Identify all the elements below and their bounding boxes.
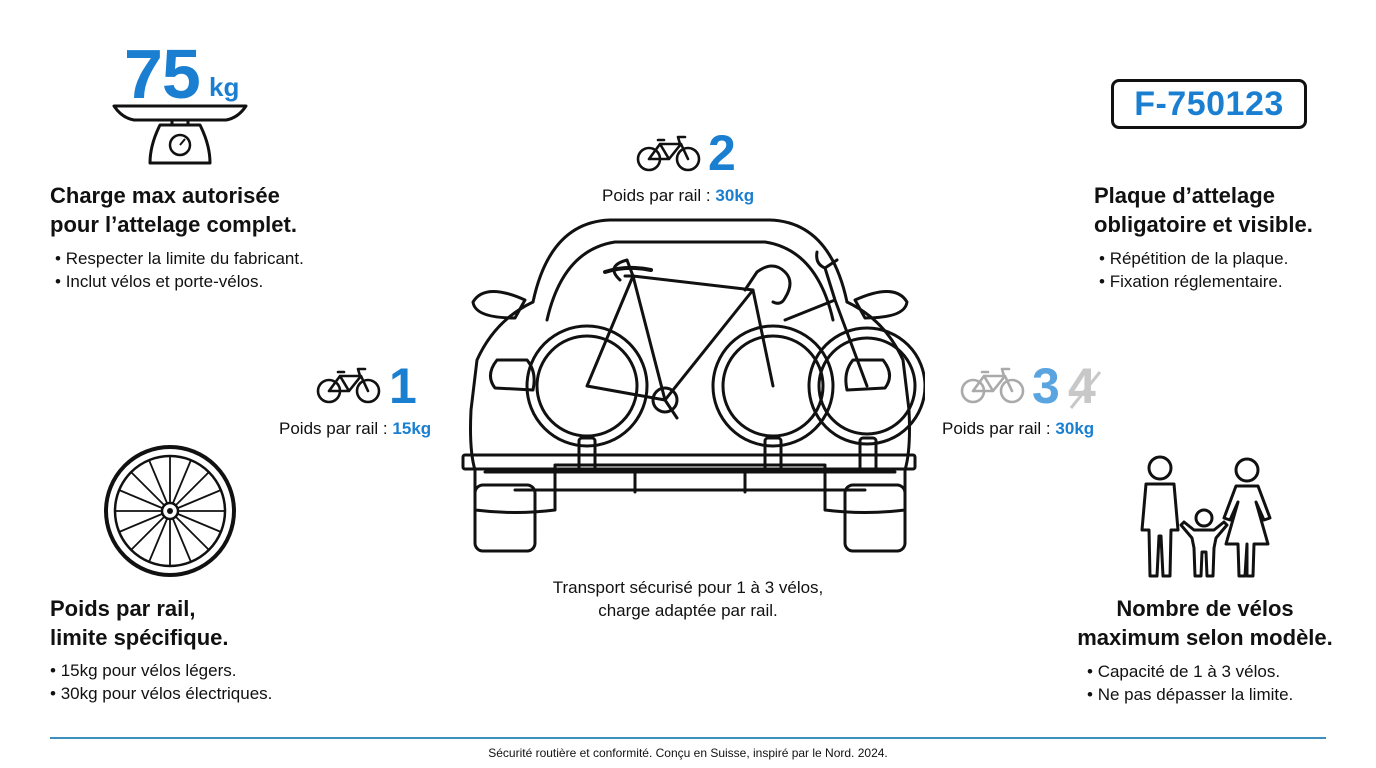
center-caption (488, 576, 888, 622)
weight-heading (50, 181, 297, 239)
rail-bullets (50, 659, 272, 705)
rail-2-weight: 30kg (715, 186, 755, 205)
rail-heading (50, 594, 229, 652)
footer-divider (50, 737, 1326, 739)
list-item: • 30kg pour vélos électriques. (50, 682, 272, 705)
rail-1-label-text: Poids par rail : (279, 419, 388, 438)
count-heading-line2: maximum selon modèle. (1077, 625, 1333, 650)
list-item: • Fixation réglementaire. (1099, 270, 1288, 293)
carrier-rail (463, 455, 915, 469)
left-tire (475, 485, 535, 551)
bicycle-icon (316, 365, 382, 405)
rail-1-weight: 15kg (392, 419, 432, 438)
car-roof (533, 220, 847, 302)
caption-line1: Transport sécurisé pour 1 à 3 vélos, (552, 578, 824, 597)
bicycle-icon (636, 133, 702, 173)
list-item: • 15kg pour vélos légers. (50, 659, 272, 682)
rail-3-label-text: Poids par rail : (942, 419, 1051, 438)
right-tire (845, 485, 905, 551)
count-bullets (1087, 660, 1293, 706)
max-weight-value: 75 (124, 35, 200, 113)
car-bike-carrier-illustration (455, 210, 925, 560)
scale-icon (110, 100, 250, 170)
rail-1-number: 1 (389, 358, 417, 414)
family-icon (1130, 452, 1280, 580)
count-heading (1040, 594, 1370, 652)
rail-2-label-text: Poids par rail : (602, 186, 711, 205)
plate-bullets (1099, 247, 1288, 293)
list-item: • Respecter la limite du fabricant. (55, 247, 304, 270)
plate-heading-line2: obligatoire et visible. (1094, 212, 1313, 237)
right-mirror (855, 291, 907, 318)
bicycle-icon (960, 365, 1026, 405)
count-heading-line1: Nombre de vélos (1116, 596, 1294, 621)
rail-3-weight: 30kg (1055, 419, 1095, 438)
rail-3-label (942, 419, 1094, 439)
list-item: • Capacité de 1 à 3 vélos. (1087, 660, 1293, 683)
weight-heading-line2: pour l’attelage complet. (50, 212, 297, 237)
wheel-icon (102, 443, 238, 579)
rail-3-number: 3 (1032, 358, 1060, 414)
plate-heading-line1: Plaque d’attelage (1094, 183, 1275, 208)
left-mirror (473, 291, 525, 318)
list-item: • Répétition de la plaque. (1099, 247, 1288, 270)
rail-3-crossed-number: 4 (1068, 358, 1096, 414)
footer-text: Sécurité routière et conformité. Conçu en Suisse, inspiré par le Nord. 2024. (488, 746, 888, 760)
license-plate: F-750123 (1111, 79, 1307, 129)
weight-heading-line1: Charge max autorisée (50, 183, 280, 208)
bike-frame (587, 276, 773, 400)
plate-heading (1094, 181, 1313, 239)
caption-line2: charge adaptée par rail. (598, 601, 778, 620)
rail-heading-line1: Poids par rail, (50, 596, 196, 621)
rail-2-label (602, 186, 754, 206)
strike-icon (1068, 366, 1104, 412)
rail-2-number: 2 (708, 125, 736, 181)
max-weight-unit: kg (209, 72, 240, 102)
list-item: • Ne pas dépasser la limite. (1087, 683, 1293, 706)
weight-bullets (55, 247, 304, 293)
list-item: • Inclut vélos et porte-vélos. (55, 270, 304, 293)
rail-1-label (279, 419, 431, 439)
rail-heading-line2: limite spécifique. (50, 625, 229, 650)
